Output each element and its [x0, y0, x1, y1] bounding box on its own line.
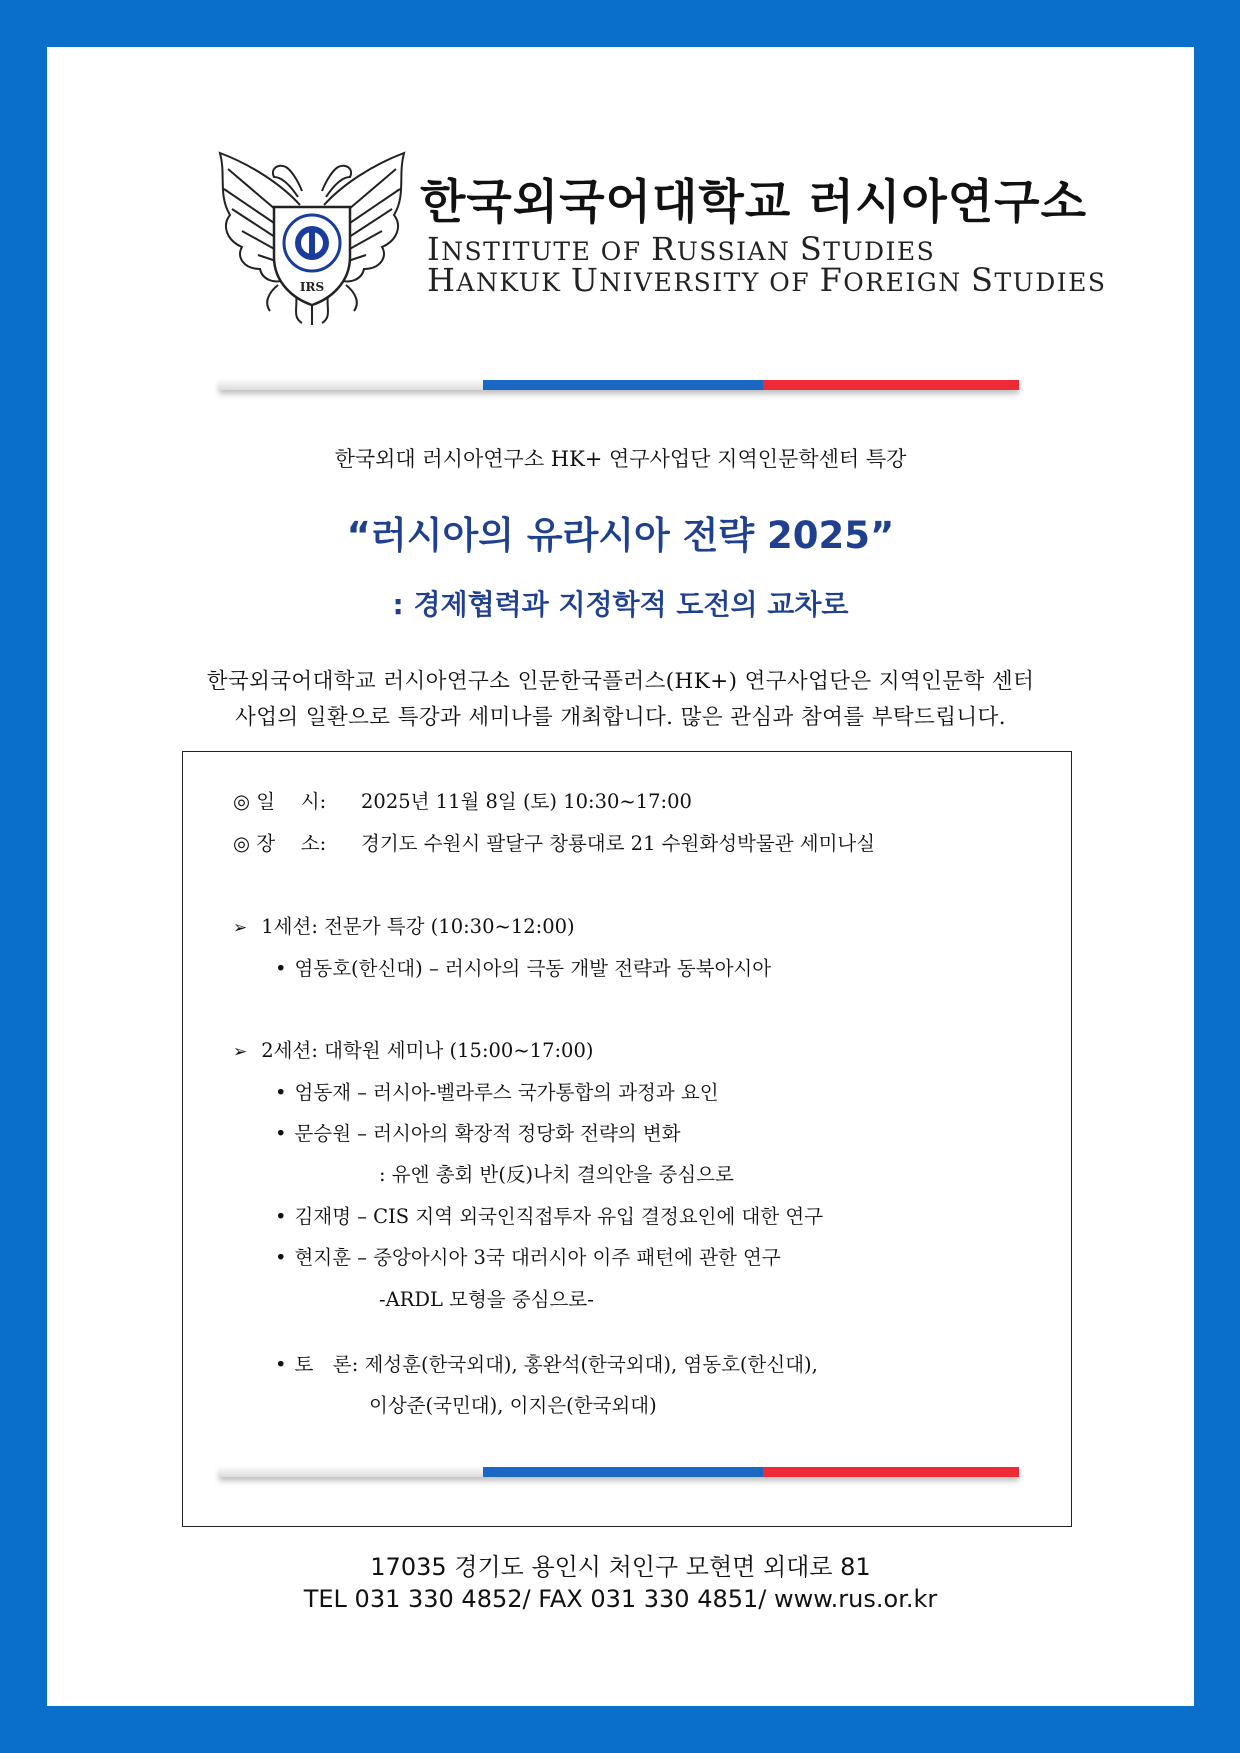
arrow-bullet-icon: ➢: [233, 918, 248, 938]
tricolor-divider-bottom: [219, 1467, 1019, 1477]
discussion-row: • 토 론: 제성훈(한국외대), 홍완석(한국외대), 염동호(한신대),: [275, 1353, 818, 1376]
intro-text-line1: 한국외국어대학교 러시아연구소 인문한국플러스(HK+) 연구사업단은 지역인문학 센터: [206, 669, 1035, 694]
list-item: • 엄동재 – 러시아-벨라루스 국가통합의 과정과 요인: [275, 1081, 719, 1104]
event-subtitle: : 경제협력과 지정학적 도전의 교차로: [392, 588, 849, 621]
list-item-continuation: : 유엔 총회 반(反)나치 결의안을 중심으로: [379, 1163, 734, 1186]
bullet-icon: •: [275, 1353, 287, 1376]
bullet-icon: •: [275, 1081, 287, 1104]
bullet-icon: •: [275, 1205, 287, 1228]
event-title: “러시아의 유라시아 전략 2025”: [346, 514, 895, 557]
list-item: • 김재명 – CIS 지역 외국인직접투자 유입 결정요인에 대한 연구: [275, 1205, 824, 1228]
session2-title: ➢ 2세션: 대학원 세미나 (15:00~17:00): [233, 1039, 594, 1062]
list-item: • 염동호(한신대) – 러시아의 극동 개발 전략과 동북아시아: [275, 957, 772, 980]
footer-contact: TEL 031 330 4852/ FAX 031 330 4851/ www.rus.or.kr: [303, 1585, 938, 1613]
institute-name-en: INSTITUTE OF RUSSIAN STUDIES: [427, 230, 936, 268]
date-value: 2025년 11월 8일 (토) 10:30~17:00: [361, 790, 692, 813]
footer-address: 17035 경기도 용인시 처인구 모현면 외대로 81: [370, 1553, 871, 1581]
poster-sheet: [47, 47, 1194, 1706]
date-label: ◎ 일 시:: [233, 790, 327, 813]
list-item-continuation: -ARDL 모형을 중심으로-: [379, 1288, 594, 1311]
list-item: • 현지훈 – 중앙아시아 3국 대러시아 이주 패턴에 관한 연구: [275, 1246, 781, 1269]
tricolor-divider-top: [219, 380, 1019, 390]
date-row: [233, 786, 692, 814]
bullet-icon: •: [275, 1246, 287, 1269]
institute-name-kr: 한국외국어대학교 러시아연구소: [420, 175, 1087, 230]
arrow-bullet-icon: ➢: [233, 1042, 248, 1062]
list-item: • 문승원 – 러시아의 확장적 정당화 전략의 변화: [275, 1122, 681, 1145]
double-headed-eagle-emblem: [212, 145, 412, 327]
bullet-icon: •: [275, 1122, 287, 1145]
discussion-row-continuation: 이상준(국민대), 이지은(한국외대): [369, 1394, 657, 1417]
emblem-label: IRS: [299, 280, 325, 294]
place-value: 경기도 수원시 팔달구 창룡대로 21 수원화성박물관 세미나실: [361, 832, 876, 855]
place-label: ◎ 장 소:: [233, 832, 327, 855]
university-name-en: HANKUK UNIVERSITY OF FOREIGN STUDIES: [427, 261, 1107, 299]
intro-text-line2: 사업의 일환으로 특강과 세미나를 개최합니다. 많은 관심과 참여를 부탁드립니다.: [235, 705, 1006, 730]
bullet-icon: •: [275, 957, 287, 980]
event-host: 한국외대 러시아연구소 HK+ 연구사업단 지역인문학센터 특강: [334, 447, 907, 471]
program-box: [182, 751, 1072, 1527]
session1-title: ➢ 1세션: 전문가 특강 (10:30~12:00): [233, 915, 575, 938]
place-row: [233, 828, 875, 856]
